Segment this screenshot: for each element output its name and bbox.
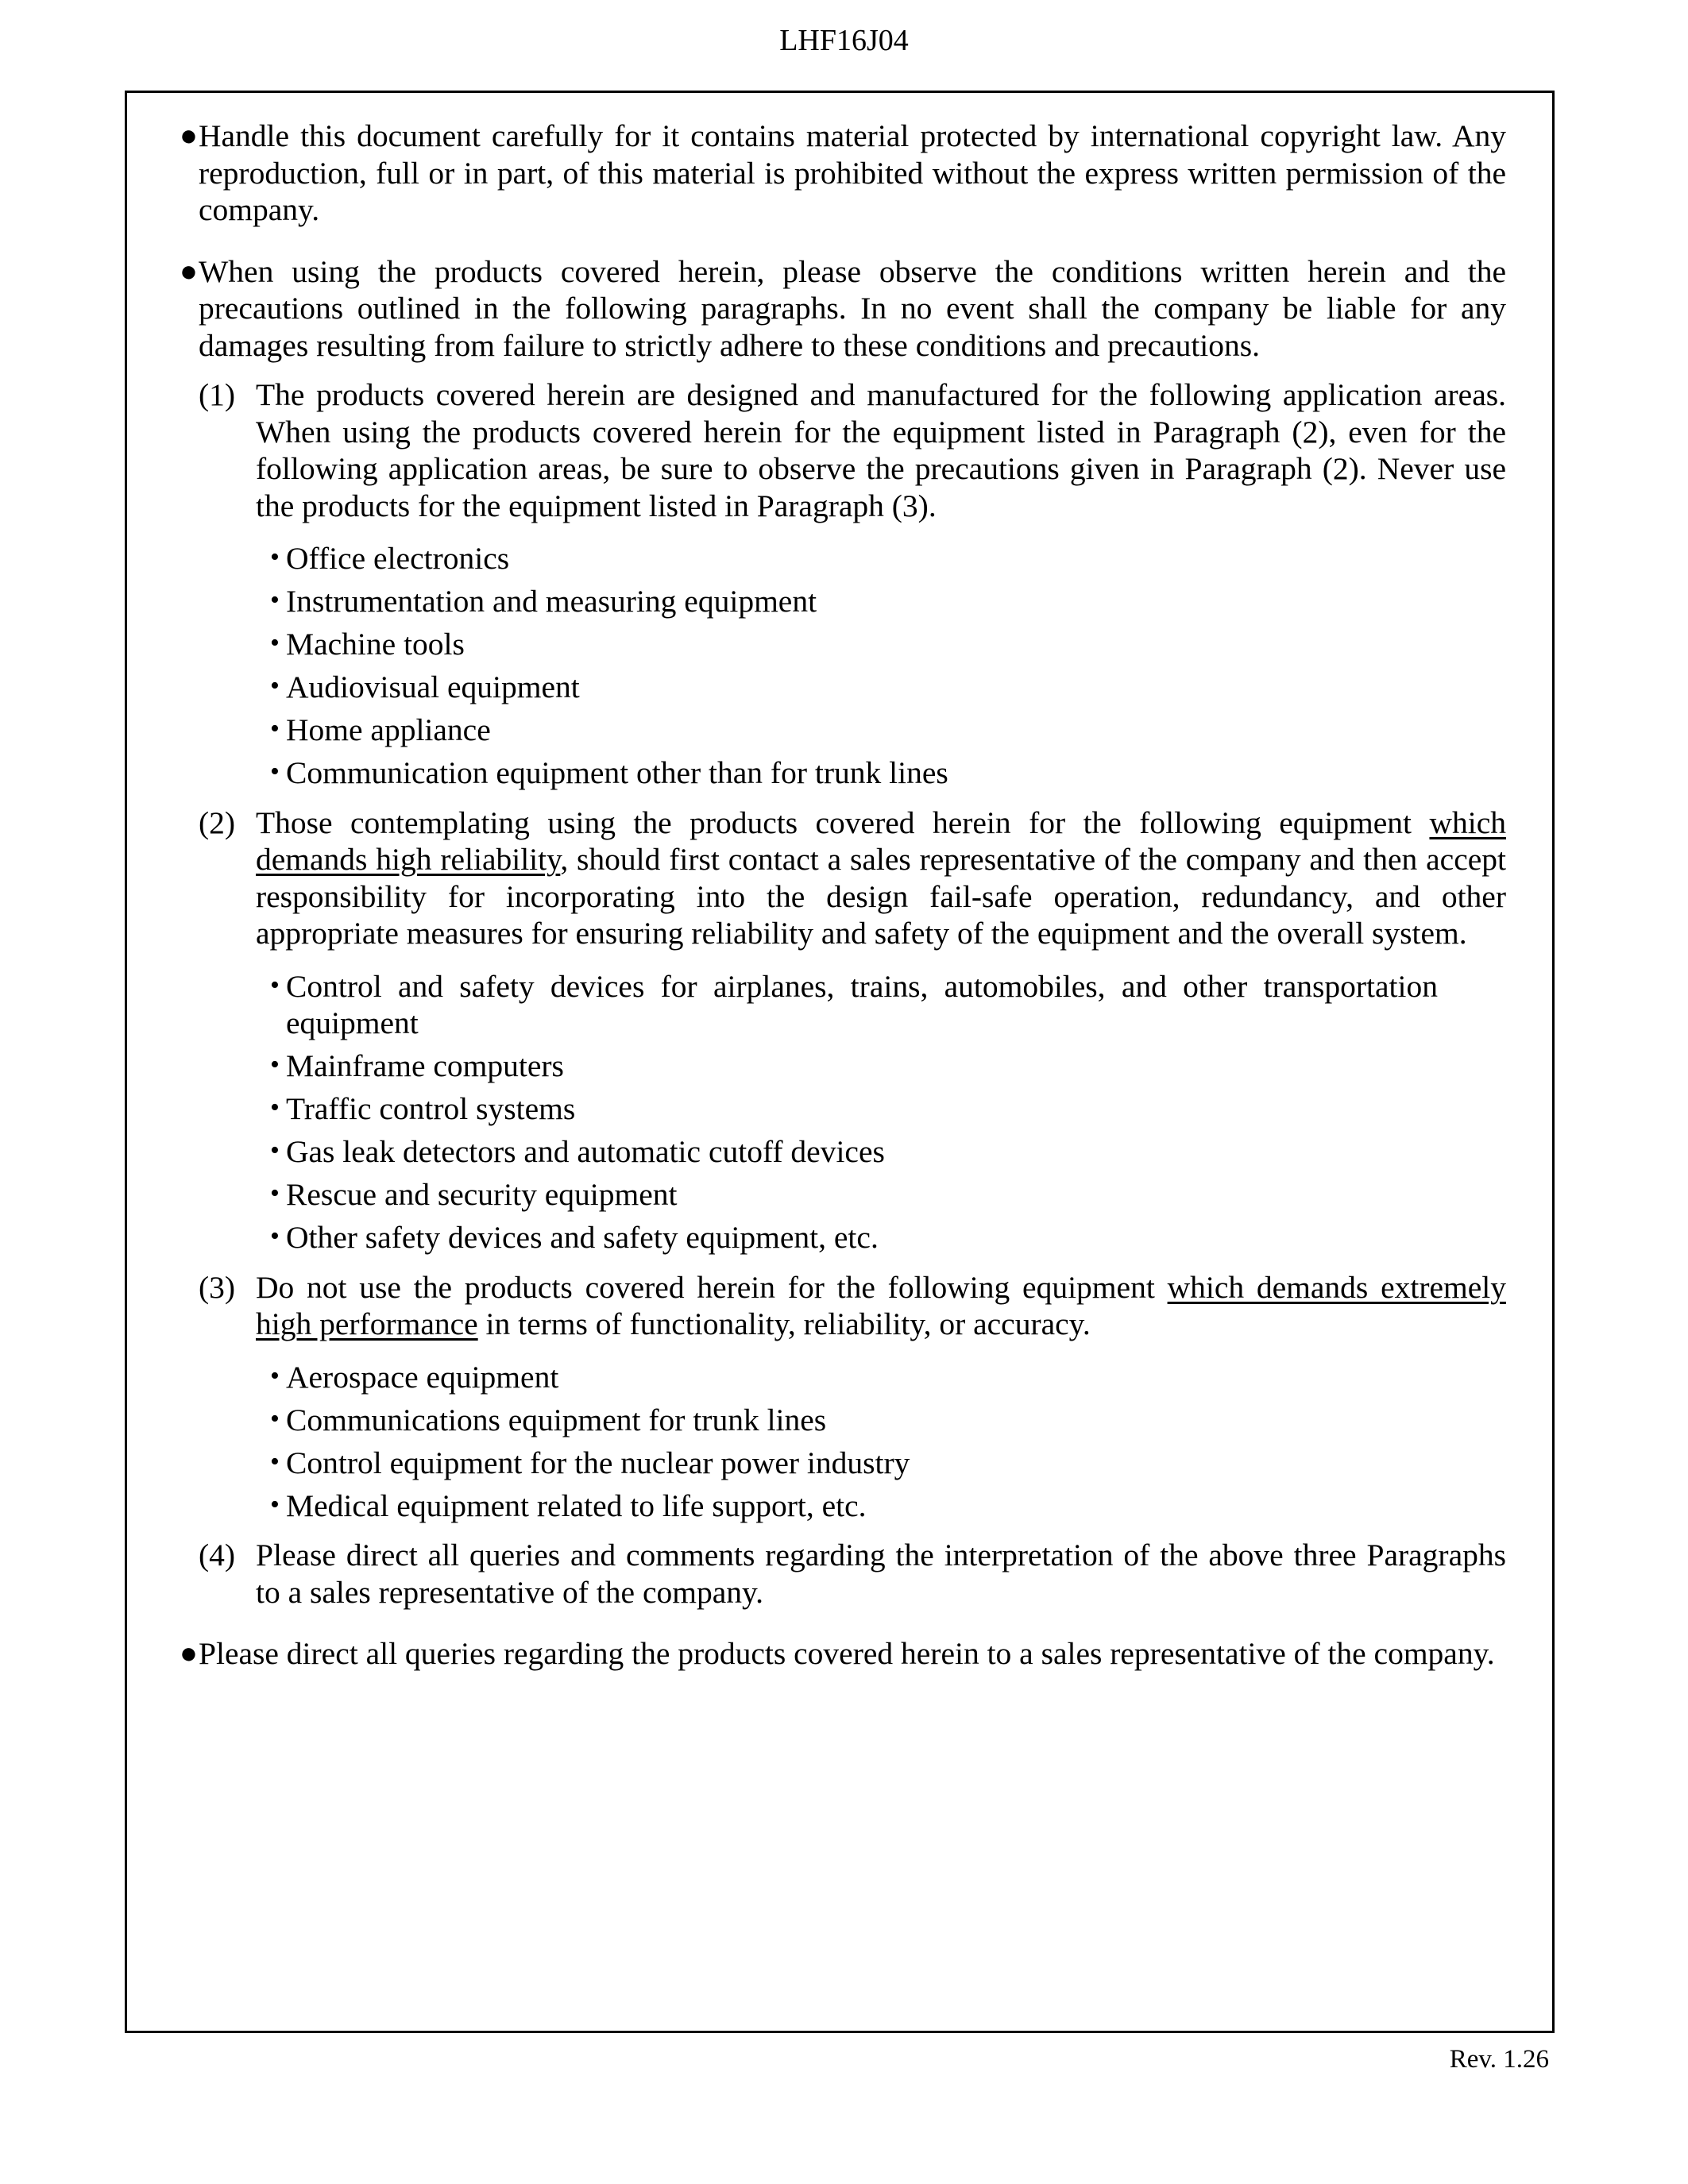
bullet-icon: • [270,714,280,743]
bullet-icon: • [270,1489,280,1519]
usage-notice [181,253,1506,365]
bullet-icon: • [270,1179,280,1208]
list-item: • Control and safety devices for airplanes, trains, automobiles, and other transportation equipment [270,968,1438,1040]
document-id-header: LHF16J04 [779,24,909,57]
list-item: • Communications equipment for trunk lines [270,1402,827,1437]
list-item: • Office electronics [270,541,510,576]
copyright-notice [181,118,1506,229]
bullet-icon: • [270,1221,280,1251]
bullet-icon: ● [180,1637,198,1670]
revision-label: Rev. 1.26 [1449,2045,1549,2074]
list-item: • Medical equipment related to life support, etc. [270,1488,867,1523]
list-item: • Audiovisual equipment [270,669,580,704]
paragraph-4 [199,1537,1506,1611]
bullet-icon: • [270,585,280,615]
paragraph-1-text: The products covered herein are designed and manufactured for the following application areas. When using the products covered herein for the equipment listed in Paragraph (2), even for the following application areas, be sure to observe the precautions given in Paragraph (2). Never use the products for the equipment listed in Paragraph (3). [256,377,1506,523]
paragraph-number: (3) [199,1269,236,1305]
copyright-text: Handle this document carefully for it contains material protected by international copyright law. Any reproduction, full or in part, of this material is prohibited without the express written permission of the company. [199,118,1506,227]
underlined-emphasis: which demands extremely high performance [256,1269,1506,1341]
paragraph-number: (1) [199,377,236,412]
document-body [181,118,1506,1673]
paragraph-3: (3) Do not use the products covered herein for the following equipment which demands extremely high performance in terms of functionality, reliability, or accuracy. [199,1269,1506,1341]
bullet-icon: ● [180,254,198,288]
bullet-icon: ● [180,119,198,152]
bullet-icon: • [270,542,280,572]
bullet-icon: • [270,628,280,658]
bullet-icon: • [270,970,280,1000]
bullet-icon: • [270,1136,280,1165]
list-item: • Other safety devices and safety equipment, etc. [270,1220,879,1255]
list-item: • Control equipment for the nuclear power industry [270,1445,910,1480]
list-item: • Communication equipment other than for trunk lines [270,755,948,790]
list-item: • Machine tools [270,627,465,662]
application-areas-list [181,540,1438,792]
underlined-emphasis: which demands high reliability [256,805,1506,877]
list-item: • Instrumentation and measuring equipment [270,584,817,619]
list-item: • Home appliance [270,712,491,747]
paragraph-1 [199,376,1506,524]
bullet-icon: • [270,1050,280,1079]
bullet-icon: • [270,1093,280,1122]
list-item: • Gas leak detectors and automatic cutoff devices [270,1134,885,1169]
list-item: • Traffic control systems [270,1091,576,1126]
queries-text: Please direct all queries regarding the products covered herein to a sales representative of the company. [199,1636,1495,1671]
bullet-icon: • [270,757,280,786]
bullet-icon: • [270,1360,280,1391]
list-item: • Mainframe computers [270,1048,564,1083]
prohibited-equipment-list [181,1359,1438,1525]
list-item: • Aerospace equipment [270,1359,559,1395]
usage-text: When using the products covered herein, please observe the conditions written herein and the precautions outlined in the following paragraphs. In no event shall the company be liable for any damages resulting from failure to strictly adhere to these conditions and precautions. [199,253,1506,363]
paragraph-4-text: Please direct all queries and comments regarding the interpretation of the above three Paragraphs to a sales representative of the company. [256,1538,1506,1610]
queries-notice [181,1635,1506,1673]
paragraph-number: (4) [199,1538,236,1572]
bullet-icon: • [270,1403,280,1433]
paragraph-2: (2) Those contemplating using the products covered herein for the following equipment which demands high reliability, should first contact a sales representative of the company and then accept responsibility for incorporating into the design fail-safe operation, redundancy, and other appropriate measures for ensuring reliability and safety of the equipment and the overall system. [199,805,1506,951]
paragraph-number: (2) [199,805,236,840]
bullet-icon: • [270,671,280,700]
high-reliability-list [181,968,1438,1256]
list-item: • Rescue and security equipment [270,1177,678,1212]
bullet-icon: • [270,1446,280,1476]
